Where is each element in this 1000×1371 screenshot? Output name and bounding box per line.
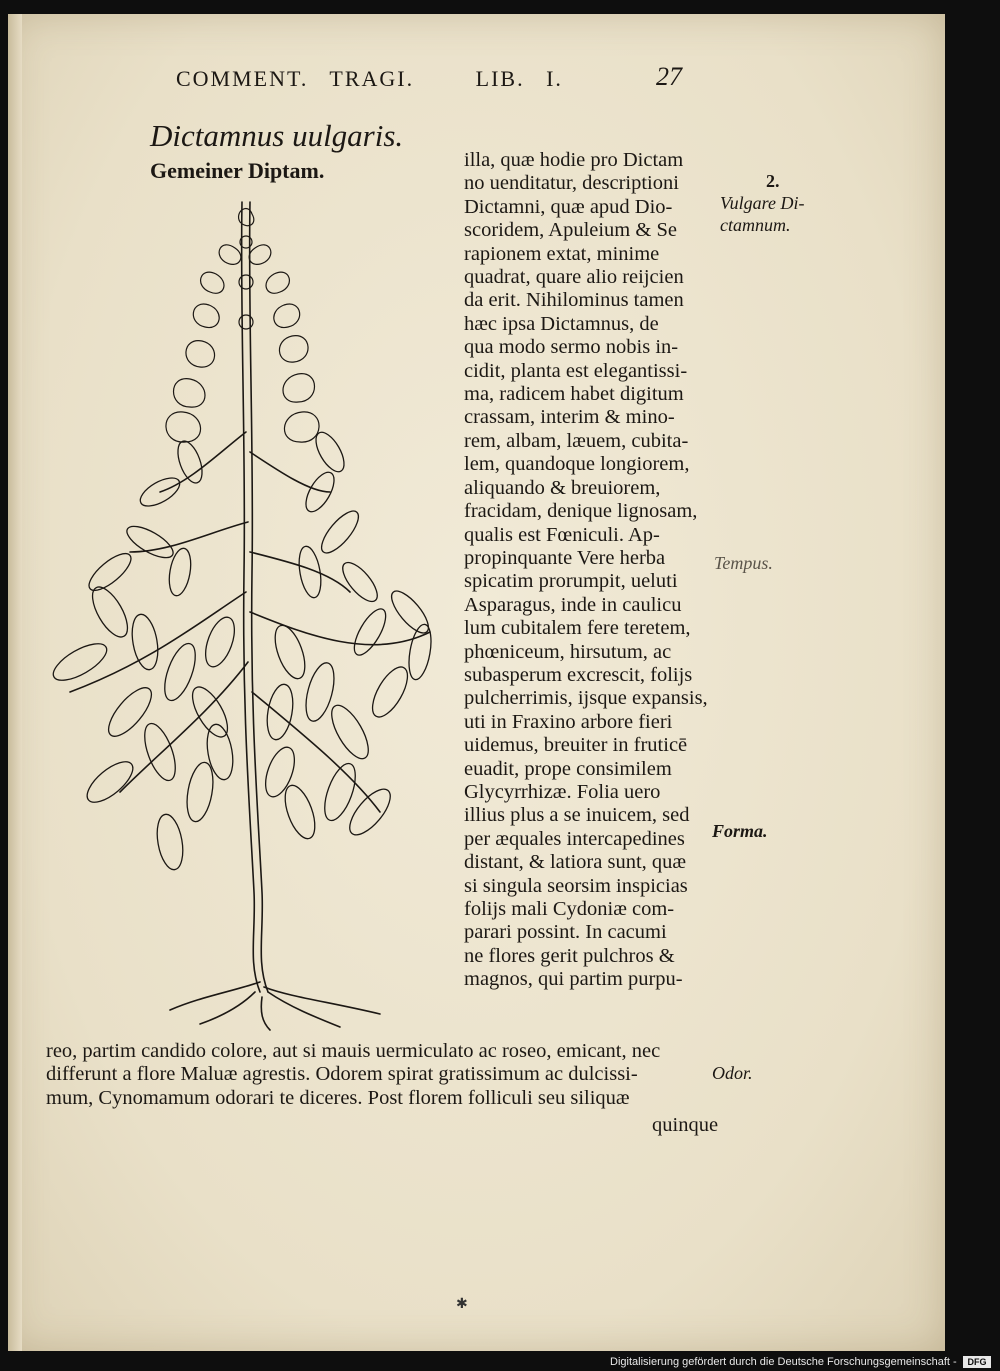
text-line: si singula seorsim inspicias <box>464 874 688 897</box>
text-line: mum, Cynomamum odorari te diceres. Post florem folliculi seu siliquæ <box>46 1086 630 1109</box>
running-title: COMMENT. TRAGI. <box>176 66 415 91</box>
margin-note-forma: Forma. <box>712 821 768 841</box>
text-line: propinquante Vere herba <box>464 546 666 569</box>
text-line: rem, albam, læuem, cubita- <box>464 429 689 452</box>
text-line: fracidam, denique lignosam, <box>464 500 698 523</box>
text-line: subasperum excrescit, folijs <box>464 663 693 686</box>
text-line: lem, quandoque longiorem, <box>464 453 690 476</box>
text-line: reo, partim candido colore, aut si mauis uermiculato ac roseo, emicant, nec <box>46 1040 661 1062</box>
text-line: scoridem, Apuleium & Se <box>464 219 677 242</box>
page-gutter <box>8 14 22 1351</box>
text-line: Asparagus, inde in caulicu <box>464 593 682 616</box>
text-line: ne flores gerit pulchros & <box>464 944 675 967</box>
text-line: folijs mali Cydoniæ com- <box>464 898 675 920</box>
text-line: ma, radicem habet digitum <box>464 383 684 406</box>
margin-note-line: ctamnum. <box>720 215 791 235</box>
text-line: hæc ipsa Dictamnus, de <box>464 312 659 335</box>
dfg-logo: DFG <box>963 1356 991 1368</box>
full-width-text <box>46 1040 706 1110</box>
text-line: crassam, interim & mino- <box>464 406 675 429</box>
margin-note-line: Vulgare Di- <box>720 193 805 213</box>
catchword: quinque <box>652 1114 719 1136</box>
text-line: quadrat, quare alio reijcien <box>464 266 684 289</box>
text-line: Dictamni, quæ apud Dio- <box>464 195 673 218</box>
text-line: spicatim prorumpit, ueluti <box>464 570 678 593</box>
text-line: uidemus, breuiter in fruticē <box>464 734 688 757</box>
dictamnus-woodcut-illustration <box>50 192 450 1032</box>
text-line: cidit, planta est elegantissi- <box>464 359 688 382</box>
margin-note-odor: Odor. <box>712 1063 753 1083</box>
signature-mark: ✱ <box>456 1297 468 1312</box>
text-line: uti in Fraxino arbore fieri <box>464 710 673 733</box>
text-line: magnos, qui partim purpu- <box>464 968 683 991</box>
text-column <box>464 149 709 992</box>
margin-note-number: 2. <box>766 171 780 191</box>
text-line: euadit, prope consimilem <box>464 757 672 780</box>
text-line: qualis est Fœniculi. Ap- <box>464 523 660 546</box>
digitization-credit: Digitalisierung gefördert durch die Deutsche Forschungsgemeinschaft - <box>610 1356 957 1368</box>
text-line: no uenditatur, descriptioni <box>464 172 679 195</box>
text-line: Glycyrrhizæ. Folia uero <box>464 780 661 803</box>
text-line: rapionem extat, minime <box>464 242 660 265</box>
text-line: pulcherrimis, ijsque expansis, <box>464 687 708 710</box>
text-line: illius plus a se inuicem, sed <box>464 804 690 827</box>
text-line: phœniceum, hirsutum, ac <box>464 640 672 663</box>
plant-title: Dictamnus uulgaris. <box>150 118 404 153</box>
plant-german-name: Gemeiner Diptam. <box>150 158 325 183</box>
text-line: aliquando & breuiorem, <box>464 476 661 499</box>
text-line: distant, & latiora sunt, quæ <box>464 851 687 874</box>
margin-note-vulgare <box>720 170 804 236</box>
text-line: parari possint. In cacumi <box>464 921 667 944</box>
folio-number: 27 <box>656 62 682 91</box>
text-line: qua modo sermo nobis in- <box>464 336 679 359</box>
margin-note-tempus: Tempus. <box>714 553 773 573</box>
text-line: da erit. Nihilominus tamen <box>464 289 684 312</box>
text-line: lum cubitalem fere teretem, <box>464 617 691 640</box>
running-header <box>176 66 563 92</box>
text-line: differunt a flore Maluæ agrestis. Odorem spirat gratissimum ac dulcissi- <box>46 1063 638 1086</box>
book-number: LIB. I. <box>475 66 563 91</box>
text-line: per æquales intercapedines <box>464 827 685 850</box>
text-line: illa, quæ hodie pro Dictam <box>464 149 684 171</box>
